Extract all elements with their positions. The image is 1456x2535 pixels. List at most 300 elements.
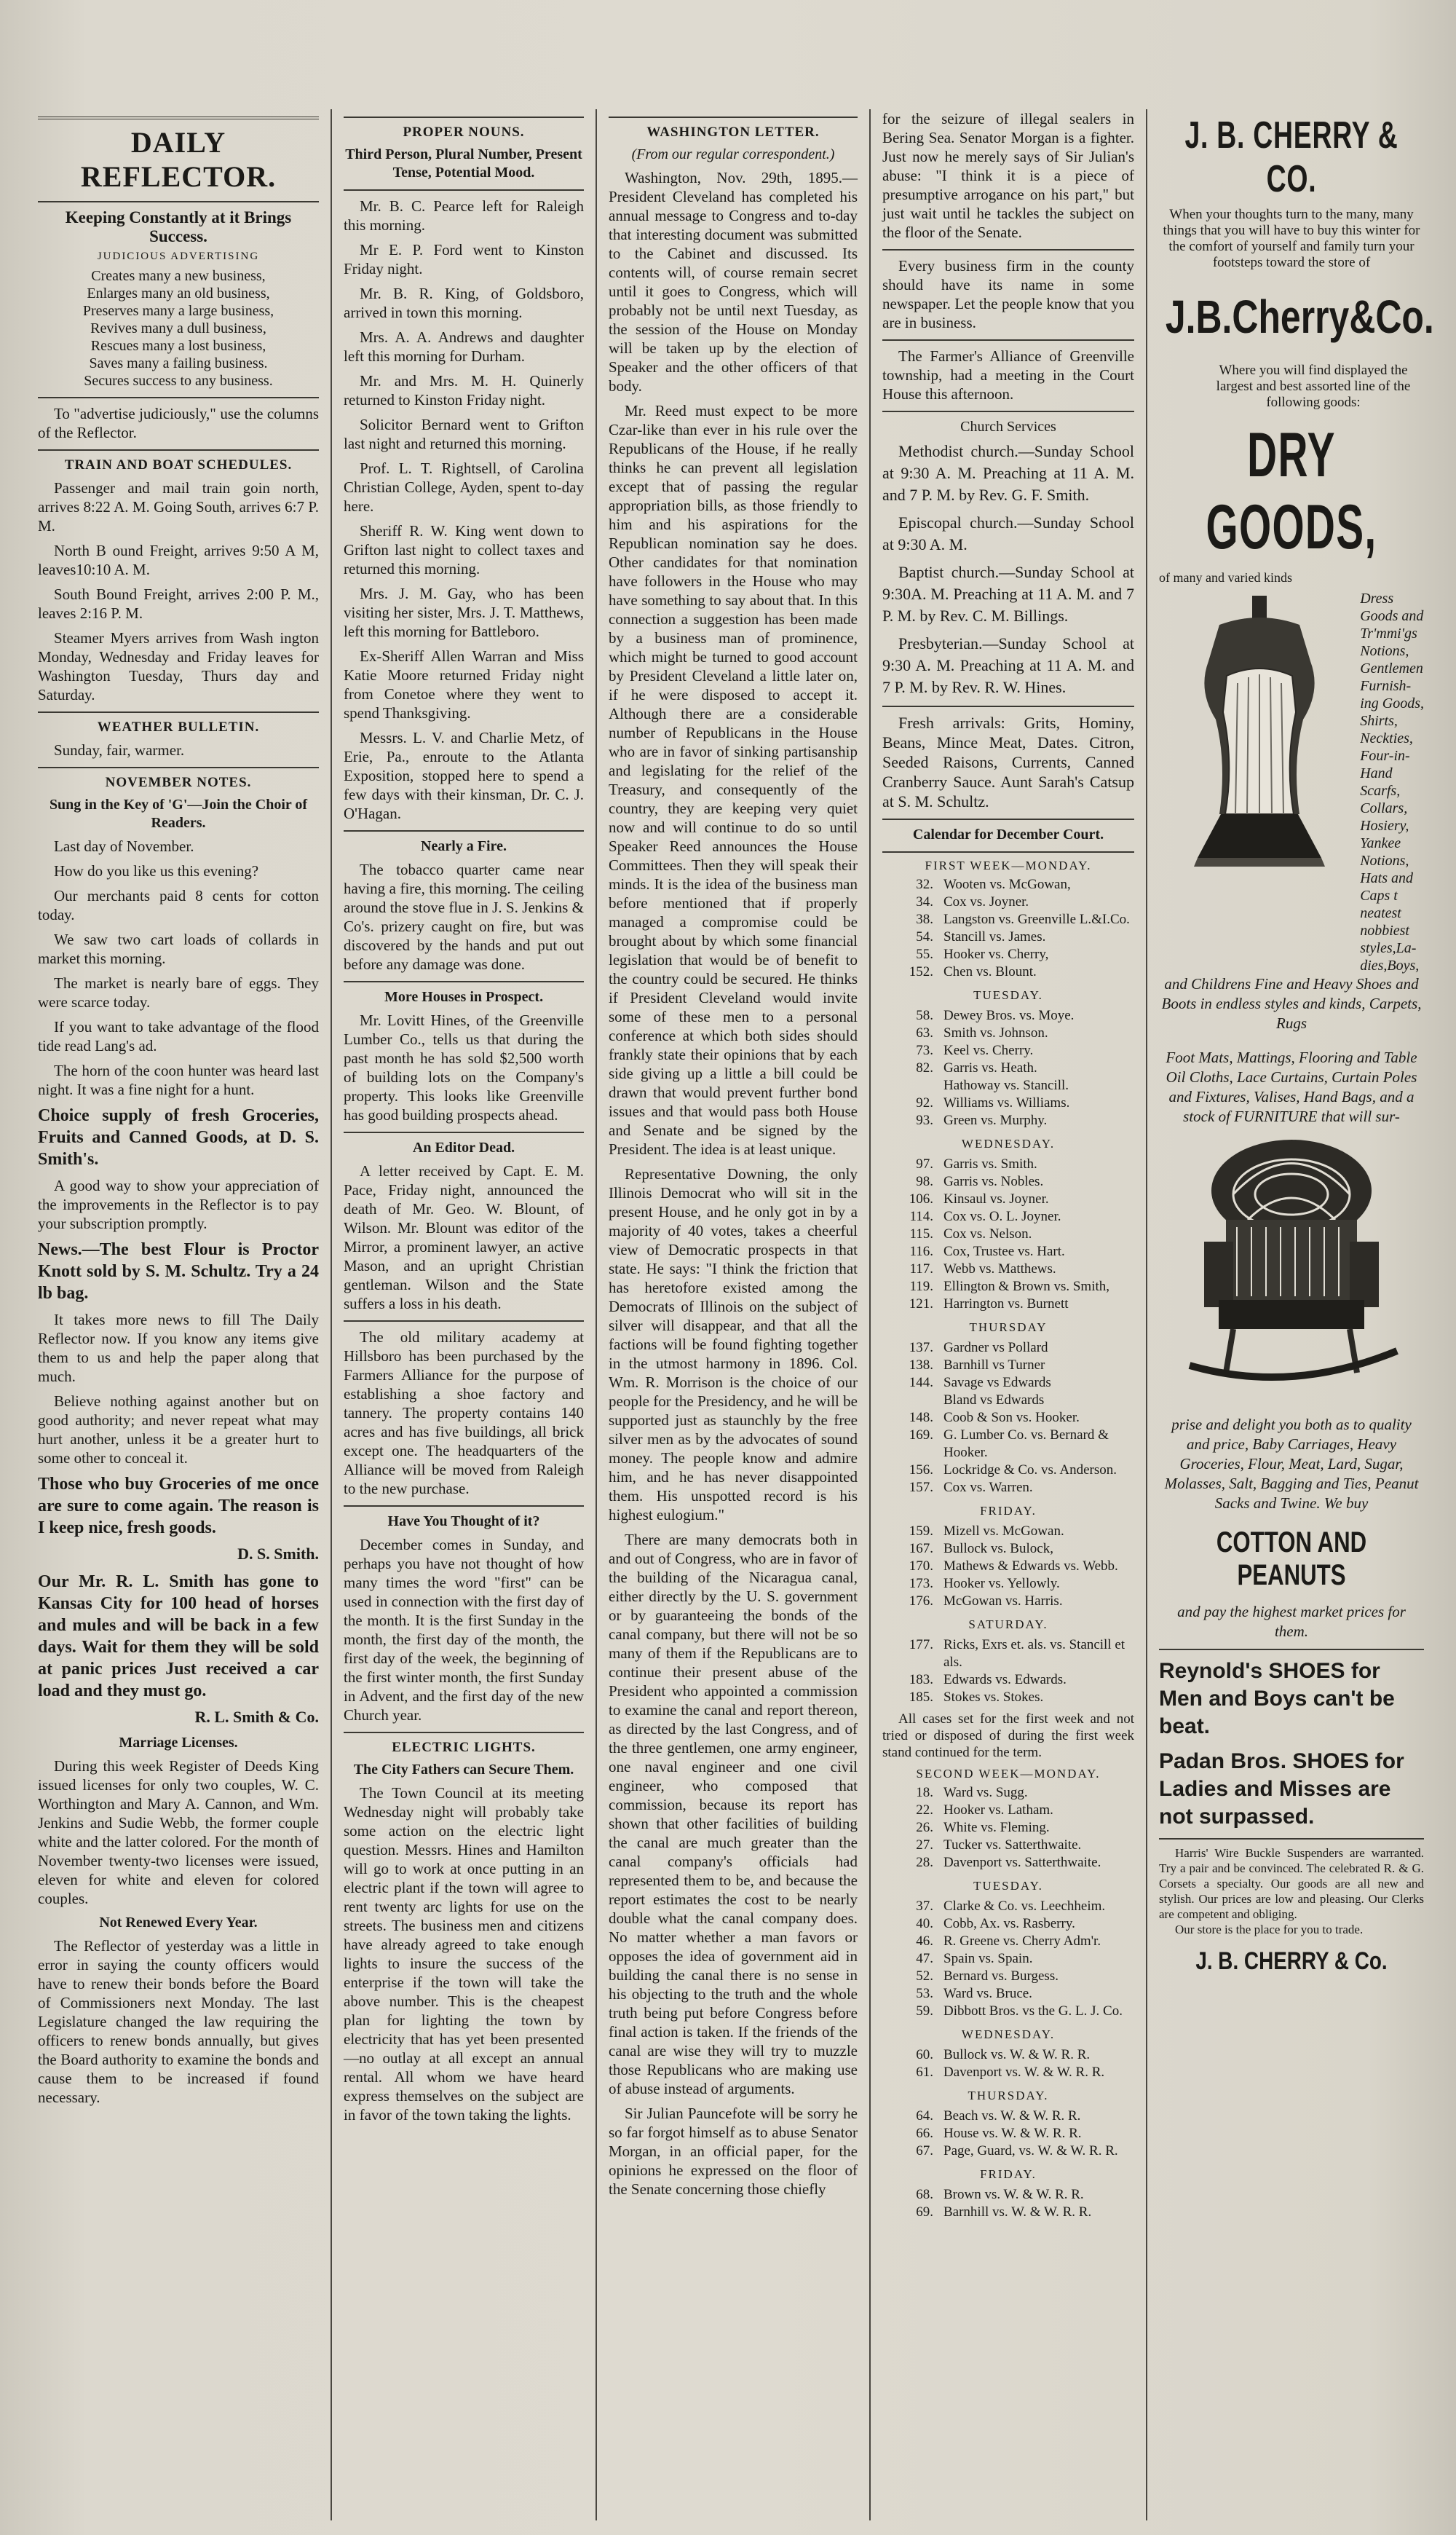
docket-row <box>882 1042 1134 1060</box>
goods-item: Hosiery, <box>1360 818 1409 834</box>
case-number: 61. <box>916 2065 933 2080</box>
ad-intro: When your thoughts turn to the many, many things that you will have to buy this winter for the comfort of yourself and family turn your footsteps toward the store of <box>1163 207 1420 270</box>
case-title: White vs. Fleming. <box>943 1820 1050 1835</box>
case-number <box>882 1077 943 1095</box>
goods-item: Four-in- <box>1360 748 1410 764</box>
docket-row <box>882 1392 1134 1409</box>
ad-flour: News.—The best Flour is Proctor Knott sold by S. M. Schultz. Try a 24 lb bag. <box>38 1240 319 1303</box>
docket-row <box>882 1575 1134 1593</box>
personal-item: Mrs. A. A. Andrews and daughter left this morning for Durham. <box>344 328 584 365</box>
docket-row <box>882 1462 1134 1479</box>
case-number: 69. <box>916 2204 933 2220</box>
case-title: Green vs. Murphy. <box>943 1113 1048 1128</box>
goods-item: Notions, <box>1360 853 1409 869</box>
case-number: 148. <box>909 1410 933 1425</box>
note-item: Our merchants paid 8 cents for cotton today. <box>38 887 319 923</box>
divider <box>1159 1838 1424 1840</box>
divider <box>38 201 319 202</box>
docket-row <box>882 1671 1134 1689</box>
goods-item: Neckties, <box>1360 730 1413 746</box>
goods-list <box>1360 590 1424 974</box>
proper-nouns-subheading: Third Person, Plural Number, Present Tense, Potential Mood. <box>345 146 582 181</box>
train-item: North B ound Freight, arrives 9:50 A M, leaves10:10 A. M. <box>38 542 319 578</box>
fire-heading: Nearly a Fire. <box>421 838 507 854</box>
letter-paragraph: Mr. Reed must expect to be more Czar-like than ever in his rule over the Republicans of the House, if he really thinks he can prevent all legislation except that of passing the regular appropriation bills, as those friendly to him and his aspirations for the Republican nomination say he does. Other candidates for that nomination have followers in the House who may have something to say about that. In this connection a suggestion has been made by a business man of prominence, which might be turned to good account by President Cleveland a little later on, if he were disposed to accept it. Although there are a considerable number of Republicans in the House who are in favor of sinking partisanship and legislating for the relief of the Treasury, and consequently of the country, they are keeping very quiet now and will continue to do so until Speaker Reed announces the House Committees. Then they will speak their minds. It is the idea of the business man before mentioned that if properly managed a compromise could be brought about by which some financial legislation that would be of benefit to the country could be secured. He thinks if President Cleveland would invite some of these men to a personal conference at which both sides should frankly state their opinions that by each side giving up a little a bill could be drawn that would prevent further bond issues and that would pass both House and Senate and be signed by the President. The idea is at least unique. <box>609 402 858 1158</box>
november-heading: NOVEMBER NOTES. <box>105 775 252 790</box>
day-heading: WEDNESDAY. <box>961 2027 1056 2041</box>
case-number: 138. <box>909 1357 933 1373</box>
divider <box>609 117 858 118</box>
case-title: Chen vs. Blount. <box>943 964 1037 979</box>
ad-padan: Padan Bros. SHOES for Ladies and Misses are not surpassed. <box>1159 1749 1404 1829</box>
note-item: Last day of November. <box>54 837 194 855</box>
case-title: Cox vs. Joyner. <box>943 894 1029 910</box>
docket-row <box>882 876 1134 894</box>
case-title: Dibbott Bros. vs the G. L. J. Co. <box>943 2003 1123 2019</box>
case-number: 116. <box>909 1244 933 1259</box>
advertising-lines <box>38 267 319 390</box>
case-number: 26. <box>916 1820 933 1835</box>
goods-item: dies,Boys, <box>1360 958 1420 974</box>
letter-paragraph: Sir Julian Pauncefote will be sorry he so far forgot himself as to abuse Senator Morgan, in an official paper, for the opinions he expressed on the floor of the Senate concerning those chiefly <box>609 2105 858 2198</box>
church-item: Methodist church.—Sunday School at 9:30 A. M. Preaching at 11 A. M. and 7 P. M. by Rev. G. F. Smith. <box>882 442 1134 504</box>
ad-harris-section <box>1159 1845 1424 1937</box>
personal-item: Mr. and Mrs. M. H. Quinerly returned to Kinston Friday night. <box>344 372 584 409</box>
weather-heading: WEATHER BULLETIN. <box>97 720 260 735</box>
case-title: Dewey Bros. vs. Moye. <box>943 1008 1075 1023</box>
docket-row <box>882 2003 1134 2020</box>
note-item: The horn of the coon hunter was heard last night. It was a fine night for a hunt. <box>38 1062 319 1098</box>
docket-row <box>882 946 1134 963</box>
goods-item: Hats and <box>1360 870 1413 886</box>
letter-paragraph: There are many democrats both in and out of Congress, who are in favor of the building of the Nicaragua canal, either directly by the U. S. government or by guaranteeing the bonds of the canal company, but there will not be so many of them if the Republicans are to continue their present abuse of the President who appointed a commission to examine the canal and report thereon, as directed by the last Congress, and of the three gentlemen, one army engineer, one naval engineer and one civil engineer, who composed that commission, because its report has shown that other facilities of building the canal are much greater than the canal company's officials had represented them to be, and because the report estimates the cost to be nearly double what the canal company does. No matter whether a man favors or opposes the idea of government aid in building the canal there is no sense in his objecting to the truth and the whole truth being put before Congress before final action is taken. If the friends of the canal are wise they will try to muzzle those Republicans who are making use of abuse instead of arguments. <box>609 1531 858 2097</box>
advertising-heading: JUDICIOUS ADVERTISING <box>97 251 260 262</box>
goods-item: Collars, <box>1360 800 1408 816</box>
docket-row <box>882 1191 1134 1208</box>
case-title: Davenport vs. W. & W. R. R. <box>943 2065 1105 2080</box>
goods-item: styles,La- <box>1360 940 1417 956</box>
ad-groceries: Those who buy Groceries of me once are sure to come again. The reason is I keep nice, fresh goods. <box>38 1475 319 1537</box>
ad-groceries-signature: D. S. Smith. <box>237 1545 319 1563</box>
church-item: Episcopal church.—Sunday School at 9:30 A. M. <box>882 513 1134 553</box>
personal-item: Ex-Sheriff Allen Warran and Miss Katie Moore returned Friday night from Conetoe where they went to spend Thanksgiving. <box>344 647 584 722</box>
renewed-text: The Reflector of yesterday was a little in error in saying the county officers would have to renew their bonds before the Board of Commissioners next Monday. The last Legislature changed the law requiring the officers to renew bonds annually, but gives the Board authority to examine the bonds and cause them to be increased if found necessary. <box>38 1937 319 2106</box>
case-title: Williams vs. Williams. <box>943 1095 1070 1111</box>
marriage-text: During this week Register of Deeds King issued licenses for only two couples, W. C. Worthington and Mary A. Cannon, and Wm. Jenkins and Sudie Webb, the former couple white and the latter colored. For the month of November twenty-two licenses were issued, eleven for white and eleven for colored couples. <box>38 1757 319 1907</box>
docket-row <box>882 1636 1134 1671</box>
personal-item: Sheriff R. W. King went down to Grifton last night to collect taxes and returned this morning. <box>344 522 584 577</box>
divider <box>38 767 319 768</box>
case-title: Smith vs. Johnson. <box>943 1025 1048 1041</box>
docket-row <box>882 1007 1134 1025</box>
docket-row <box>882 2186 1134 2204</box>
note-item: We saw two cart loads of collards in market this morning. <box>38 931 319 967</box>
docket-row <box>882 1095 1134 1112</box>
case-title: Ward vs. Sugg. <box>943 1785 1028 1800</box>
case-title: Keel vs. Cherry. <box>943 1043 1034 1058</box>
docket-row <box>882 1296 1134 1313</box>
case-title: Ricks, Exrs et. als. vs. Stancill et als. <box>943 1637 1125 1670</box>
docket-row <box>882 1479 1134 1497</box>
letter-paragraph: Washington, Nov. 29th, 1895.—President Cleveland has completed his annual message to Congress and to-day that interesting document was submitted to the Cabinet and discussed. Its contents will, of course remain secret until it goes to Congress, which will probably not be until next Tuesday, as the session of the House on Monday will be taken up by the election of Speaker and the other officers of that body. <box>609 169 858 395</box>
case-title: Stancill vs. James. <box>943 929 1046 945</box>
corset-section <box>1159 590 1424 974</box>
docket-row <box>882 1933 1134 1950</box>
case-number: 27. <box>916 1837 933 1853</box>
docket-week-2 <box>882 1784 1134 2221</box>
case-number: 66. <box>916 2126 933 2141</box>
personal-item: Mr. B. R. King, of Goldsboro, arrived in town this morning. <box>344 285 584 321</box>
case-title: Savage vs Edwards <box>943 1375 1051 1390</box>
docket-row <box>882 963 1134 981</box>
case-title: Hathoway vs. Stancill. <box>943 1078 1069 1093</box>
ad-smith-groceries: Choice supply of fresh Groceries, Fruits and Canned Goods, at D. S. Smith's. <box>38 1106 319 1169</box>
rocking-chair-illustration-icon <box>1182 1132 1401 1409</box>
case-number: 170. <box>909 1558 933 1574</box>
docket-row <box>882 1409 1134 1427</box>
case-number: 114. <box>909 1209 933 1224</box>
case-title: Mathews & Edwards vs. Webb. <box>943 1558 1118 1574</box>
docket-week-1 <box>882 876 1134 1706</box>
adv-line: Enlarges many an old business, <box>87 285 270 301</box>
thought-text: December comes in Sunday, and perhaps you have not thought of how many times the word "first" can be used in connection with the first day of the month. It is the first Sunday in the month, the first day of the month, the first day of the week, the beginning of the first winter month, the first Sunday in Advent, and the first day of the new Church year. <box>344 1536 584 1724</box>
train-item: Passenger and mail train goin north, arrives 8:22 A. M. Going South, arrives 6:7 P. M. <box>38 479 319 535</box>
case-title: Hooker vs. Yellowly. <box>943 1576 1060 1591</box>
case-title: Webb vs. Matthews. <box>943 1261 1056 1277</box>
washington-heading: WASHINGTON LETTER. <box>646 125 820 140</box>
case-number: 177. <box>909 1637 933 1652</box>
case-number: 137. <box>909 1340 933 1355</box>
case-number: 82. <box>916 1060 933 1076</box>
case-title: Kinsaul vs. Joyner. <box>943 1191 1049 1207</box>
train-heading: TRAIN AND BOAT SCHEDULES. <box>64 457 293 473</box>
day-heading: SATURDAY. <box>968 1617 1048 1631</box>
houses-text: Mr. Lovitt Hines, of the Greenville Lumber Co., tells us that during the past month he has sold $2,500 worth of building lots on the Company's property. This looks like Greenville has good building prospects ahead. <box>344 1012 584 1124</box>
docket-row <box>882 1226 1134 1243</box>
train-item: South Bound Freight, arrives 2:00 P. M., leaves 2:16 P. M. <box>38 586 319 622</box>
case-title: Lockridge & Co. vs. Anderson. <box>943 1462 1117 1478</box>
ad-reynold: Reynold's SHOES for Men and Boys can't be beat. <box>1159 1659 1395 1738</box>
church-item: Presbyterian.—Sunday School at 9:30 A. M. Preaching at 11 A. M. and 7 P. M. by Rev. R. W. Hines. <box>882 634 1134 696</box>
case-title: Mizell vs. McGowan. <box>943 1523 1064 1539</box>
docket-row <box>882 2125 1134 2142</box>
case-title: Cox vs. Nelson. <box>943 1226 1032 1242</box>
editor-text: A letter received by Capt. E. M. Pace, Friday night, announced the death of Mr. Geo. W. Blount, of Wilson. Mr. Blount was editor of the Mirror, a prominent lawyer, an active Mason, and an upright Christian gentleman. Wilson and the State suffers a loss in his death. <box>344 1162 584 1312</box>
case-title: Cox vs. Warren. <box>943 1480 1033 1495</box>
alliance-note: The Farmer's Alliance of Greenville township, had a meeting in the Court House this afternoon. <box>882 347 1134 403</box>
november-subheading: Sung in the Key of 'G'—Join the Choir of Readers. <box>49 797 308 831</box>
corset-illustration-icon <box>1176 596 1343 960</box>
goods-item: Hand <box>1360 765 1393 781</box>
adv-line: Secures success to any business. <box>84 373 273 389</box>
case-title: Davenport vs. Satterthwaite. <box>943 1855 1101 1870</box>
docket-row <box>882 1156 1134 1173</box>
case-number: 59. <box>916 2003 933 2019</box>
case-number: 157. <box>909 1480 933 1495</box>
case-title: Brown vs. W. & W. R. R. <box>943 2187 1084 2202</box>
divider <box>344 1320 584 1322</box>
docket-row <box>882 1985 1134 2003</box>
divider <box>344 830 584 832</box>
note-item: How do you like us this evening? <box>54 862 259 880</box>
goods-item: Notions, <box>1360 643 1409 659</box>
case-title: Hooker vs. Latham. <box>943 1802 1053 1818</box>
case-number: 46. <box>916 1933 933 1949</box>
goods-item: Tr'mmi'gs <box>1360 626 1417 642</box>
docket-row <box>882 2204 1134 2221</box>
columns <box>26 109 1436 2520</box>
all-cases-note: All cases set for the first week and not tried or disposed of during the first week stand continued for the term. <box>882 1711 1134 1760</box>
case-number: 176. <box>909 1593 933 1609</box>
motto: Keeping Constantly at it Brings Success. <box>65 208 292 245</box>
note-item: The market is nearly bare of eggs. They were scarce today. <box>38 974 319 1011</box>
divider <box>882 339 1134 341</box>
renewed-heading: Not Renewed Every Year. <box>99 1915 258 1931</box>
day-heading: TUESDAY. <box>973 1879 1043 1893</box>
case-number: 60. <box>916 2047 933 2062</box>
docket-row <box>882 1060 1134 1077</box>
docket-row <box>882 1558 1134 1575</box>
day-heading: WEDNESDAY. <box>961 1137 1056 1151</box>
case-number: 117. <box>909 1261 933 1277</box>
case-number: 32. <box>916 877 933 892</box>
docket-row <box>882 1278 1134 1296</box>
case-title: Edwards vs. Edwards. <box>943 1672 1067 1687</box>
church-item: Baptist church.—Sunday School at 9:30A. M. Preaching at 11 A. M. and 7 P. M. by Rev. C. M. Billings. <box>882 563 1134 625</box>
business-note: Every business firm in the county should have its name in some newspaper. Let the people know that you are in business. <box>882 257 1134 331</box>
goods-item: Dress <box>1360 591 1394 607</box>
ad-harris-store: Our store is the place for you to trade. <box>1175 1923 1364 1936</box>
docket-row <box>882 2108 1134 2125</box>
lights-subheading: The City Fathers can Secure Them. <box>353 1762 574 1778</box>
week-heading: FIRST WEEK—MONDAY. <box>925 859 1092 872</box>
academy-text: The old military academy at Hillsboro has been purchased by the Farmers Alliance for the purpose of establishing a shoe factory and tannery. The property contains 140 acres and has five buildings, all brick except one. The headquarters of the Alliance will be moved from Raleigh to the new purchase. <box>344 1328 584 1497</box>
adv-line: Saves many a failing business. <box>89 355 268 371</box>
proper-nouns-heading: PROPER NOUNS. <box>403 125 525 140</box>
ad-mats: Foot Mats, Mattings, Flooring and Table Oil Cloths, Lace Curtains, Curtain Poles and Fixtures, Valises, Hand Bags, and a stock of FURNITURE that will sur- <box>1166 1049 1417 1125</box>
day-heading: TUESDAY. <box>973 988 1043 1002</box>
goods-item: Shirts, <box>1360 713 1398 729</box>
thought-heading: Have You Thought of it? <box>387 1513 540 1529</box>
case-title: Ward vs. Bruce. <box>943 1986 1032 2001</box>
case-title: Barnhill vs. W. & W. R. R. <box>943 2204 1092 2220</box>
ad-pay: and pay the highest market prices for them. <box>1177 1603 1406 1640</box>
docket-row <box>882 1854 1134 1872</box>
case-title: Bullock vs. W. & W. R. R. <box>943 2047 1091 2062</box>
goods-item: Furnish- <box>1360 678 1412 694</box>
divider <box>1159 1649 1424 1650</box>
note-item: A good way to show your appreciation of the improvements in the Reflector is to pay your subscription promptly. <box>38 1177 319 1232</box>
divider <box>882 249 1134 251</box>
case-number: 52. <box>916 1968 933 1984</box>
editor-heading: An Editor Dead. <box>412 1140 515 1156</box>
case-number: 18. <box>916 1785 933 1800</box>
advertise-note: To "advertise judiciously," use the columns of the Reflector. <box>38 405 319 441</box>
personal-item: Mr E. P. Ford went to Kinston Friday night. <box>344 241 584 277</box>
case-number: 38. <box>916 912 933 927</box>
masthead: DAILY REFLECTOR. <box>80 126 277 193</box>
day-heading: THURSDAY. <box>968 2089 1049 2102</box>
case-number: 159. <box>909 1523 933 1539</box>
docket-row <box>882 1173 1134 1191</box>
case-title: Hooker vs. Cherry, <box>943 947 1049 962</box>
weather-text: Sunday, fair, warmer. <box>54 741 185 759</box>
divider <box>38 397 319 398</box>
letter-continued: for the seizure of illegal sealers in Bering Sea. Senator Morgan is a fighter. Just now he merely says of Sir Julian's abuse: "I think it is a piece of presumptive arrogance on his part," but just wait until he tackles the subject on the floor of the Senate. <box>882 110 1134 241</box>
docket-row <box>882 2046 1134 2064</box>
divider <box>882 411 1134 412</box>
adv-line: Revives many a dull business, <box>90 320 266 336</box>
docket-row <box>882 1112 1134 1129</box>
case-number: 173. <box>909 1576 933 1591</box>
docket-row <box>882 1357 1134 1374</box>
case-title: Cox vs. O. L. Joyner. <box>943 1209 1061 1224</box>
ad-title: J. B. CHERRY & CO. <box>1184 114 1398 200</box>
case-title: Coob & Son vs. Hooker. <box>943 1410 1080 1425</box>
docket-row <box>882 1968 1134 1985</box>
ad-horses-signature: R. L. Smith & Co. <box>194 1708 319 1726</box>
docket-row <box>882 1950 1134 1968</box>
case-number: 34. <box>916 894 933 910</box>
docket-row <box>882 2142 1134 2160</box>
case-number: 121. <box>909 1296 933 1312</box>
day-heading: FRIDAY. <box>980 2167 1037 2181</box>
case-title: Stokes vs. Stokes. <box>943 1690 1044 1705</box>
lights-heading: ELECTRIC LIGHTS. <box>392 1740 536 1755</box>
fire-text: The tobacco quarter came near having a fire, this morning. The ceiling around the stove flue in J. S. Jenkins & Co's. prizery caught on fire, but was discovered by the hands and put out before any damage was done. <box>344 861 584 973</box>
case-number: 152. <box>909 964 933 979</box>
personal-item: Messrs. L. V. and Charlie Metz, of Erie, Pa., enroute to the Atlanta Exposition, stopped here to spend a few days with their kinsman, Dr. C. J. O'Hagan. <box>344 729 584 822</box>
docket-row <box>882 1689 1134 1706</box>
case-number: 93. <box>916 1113 933 1128</box>
divider <box>38 449 319 451</box>
personal-item: Mrs. J. M. Gay, who has been visiting her sister, Mrs. J. T. Matthews, left this morning for Battleboro. <box>344 585 584 640</box>
case-number: 63. <box>916 1025 933 1041</box>
goods-item: Gentlemen <box>1360 661 1423 677</box>
docket-row <box>882 1784 1134 1802</box>
adv-line: Rescues many a lost business, <box>90 338 266 354</box>
ad-children: and Childrens Fine and Heavy Shoes and Boots in endless styles and kinds, Carpets, Rugs <box>1161 975 1422 1032</box>
case-number <box>882 1392 943 1409</box>
case-number: 58. <box>916 1008 933 1023</box>
arrivals-ad: Fresh arrivals: Grits, Hominy, Beans, Mince Meat, Dates. Citron, Seeded Raisons, Currents, Canned Cranberry Sauce. Aunt Sarah's Catsup at S. M. Schultz. <box>882 714 1134 811</box>
docket-row <box>882 1025 1134 1042</box>
goods-item: Goods and <box>1360 608 1424 624</box>
case-number: 68. <box>916 2187 933 2202</box>
divider <box>882 706 1134 707</box>
case-title: Beach vs. W. & W. R. R. <box>943 2108 1081 2124</box>
houses-heading: More Houses in Prospect. <box>384 989 544 1005</box>
case-title: House vs. W. & W. R. R. <box>943 2126 1082 2141</box>
goods-item: Scarfs, <box>1360 783 1401 799</box>
divider <box>38 711 319 713</box>
case-number: 183. <box>909 1672 933 1687</box>
case-number: 115. <box>909 1226 933 1242</box>
case-number: 53. <box>916 1986 933 2001</box>
dry-goods-heading: DRY GOODS, <box>1206 420 1377 562</box>
case-title: G. Lumber Co. vs. Bernard & Hooker. <box>943 1427 1109 1460</box>
case-number: 55. <box>916 947 933 962</box>
divider <box>344 1505 584 1507</box>
docket-row <box>882 1802 1134 1819</box>
docket-row <box>882 1427 1134 1462</box>
case-number: 28. <box>916 1855 933 1870</box>
docket-row <box>882 911 1134 929</box>
calendar-heading: Calendar for December Court. <box>912 827 1104 843</box>
divider <box>882 851 1134 853</box>
personal-item: Mr. B. C. Pearce left for Raleigh this morning. <box>344 197 584 234</box>
case-number: 106. <box>909 1191 933 1207</box>
goods-item: neatest <box>1360 905 1401 921</box>
column-calendar <box>871 109 1147 2520</box>
docket-row <box>882 1915 1134 1933</box>
note-item: Believe nothing against another but on good authority; and never repeat what may hurt another, unless it be a greater hurt to some other to conceal it. <box>38 1392 319 1467</box>
ad-prise: prise and delight you both as to quality and price, Baby Carriages, Heavy Groceries, Flour, Meat, Lard, Sugar, Molasses, Salt, Bagging and Ties, Peanut Sacks and Twine. We buy <box>1164 1416 1419 1512</box>
divider <box>344 189 584 191</box>
docket-row <box>882 1374 1134 1392</box>
docket-row <box>882 1339 1134 1357</box>
train-item: Steamer Myers arrives from Wash ington Monday, Wednesday and Friday leaves for Washington Tuesday, Thurs day and Saturday. <box>38 629 319 703</box>
day-heading: THURSDAY <box>969 1320 1048 1334</box>
adv-line: Creates many a new business, <box>91 268 266 284</box>
case-number: 98. <box>916 1174 933 1189</box>
case-title: Langston vs. Greenville L.&I.Co. <box>943 912 1130 927</box>
docket-row <box>882 1243 1134 1261</box>
ad-footer: J. B. CHERRY & Co. <box>1195 1947 1388 1975</box>
docket-row <box>882 1819 1134 1837</box>
case-title: Clarke & Co. vs. Leechheim. <box>943 1899 1106 1914</box>
docket-row <box>882 1208 1134 1226</box>
case-number: 64. <box>916 2108 933 2124</box>
note-item: It takes more news to fill The Daily Reflector now. If you know any items give them to us and help the paper along that much. <box>38 1311 319 1385</box>
letter-paragraph: Representative Downing, the only Illinois Democrat who will sit in the present House, and he only got in by a majority of 40 votes, takes a cheerful view of Democratic prospects in that state. He says: "I think the friction that has heretofore existed among the Democrats of Illinois on the subject of silver will disappear, and that all the factions will be found fighting together in the utmost harmony in 1896. Col. Wm. R. Morrison is the choice of our people for the Presidency, and he will be supported just as staunchly by the free silver men as by the advocates of sound money. The people know and admire him, and he has never disappointed them. His unspotted record is his highest eulogium." <box>609 1165 858 1523</box>
case-number: 169. <box>909 1427 933 1443</box>
case-title: Ellington & Brown vs. Smith, <box>943 1279 1110 1294</box>
docket-row <box>882 1261 1134 1278</box>
case-number: 92. <box>916 1095 933 1111</box>
cotton-heading: COTTON AND PEANUTS <box>1216 1526 1367 1591</box>
case-number: 54. <box>916 929 933 945</box>
docket-row <box>882 1523 1134 1540</box>
divider <box>344 1132 584 1133</box>
divider <box>38 117 319 119</box>
case-number: 144. <box>909 1375 933 1390</box>
goods-item: nobbiest <box>1360 923 1409 939</box>
goods-item: Caps t <box>1360 888 1398 904</box>
case-title: Bullock vs. Bulock, <box>943 1541 1053 1556</box>
adv-line: Preserves many a large business, <box>82 303 274 319</box>
ad-harris: Harris' Wire Buckle Suspenders are warranted. Try a pair and be convinced. The celebrated R. & G. Corsets a specialty. Our goods are all new and stylish. Our prices are low and pleasing. Our Clerks are competent and obliging. <box>1159 1846 1424 1921</box>
case-number: 22. <box>916 1802 933 1818</box>
case-title: Spain vs. Spain. <box>943 1951 1033 1966</box>
column-local-news <box>26 109 332 2520</box>
case-number: 119. <box>909 1279 933 1294</box>
personal-item: Prof. L. T. Rightsell, of Carolina Christian College, Ayden, spent to-day here. <box>344 460 584 515</box>
case-number: 167. <box>909 1541 933 1556</box>
case-number: 97. <box>916 1156 933 1172</box>
case-number: 37. <box>916 1899 933 1914</box>
case-title: Gardner vs Pollard <box>943 1340 1048 1355</box>
docket-row <box>882 1540 1134 1558</box>
church-heading: Church Services <box>960 419 1056 435</box>
case-number: 40. <box>916 1916 933 1931</box>
docket-row <box>882 1898 1134 1915</box>
case-title: Bland vs Edwards <box>943 1392 1045 1408</box>
case-number: 67. <box>916 2143 933 2159</box>
docket-row <box>882 1837 1134 1854</box>
case-title: Garris vs. Heath. <box>943 1060 1037 1076</box>
docket-row <box>882 1593 1134 1610</box>
